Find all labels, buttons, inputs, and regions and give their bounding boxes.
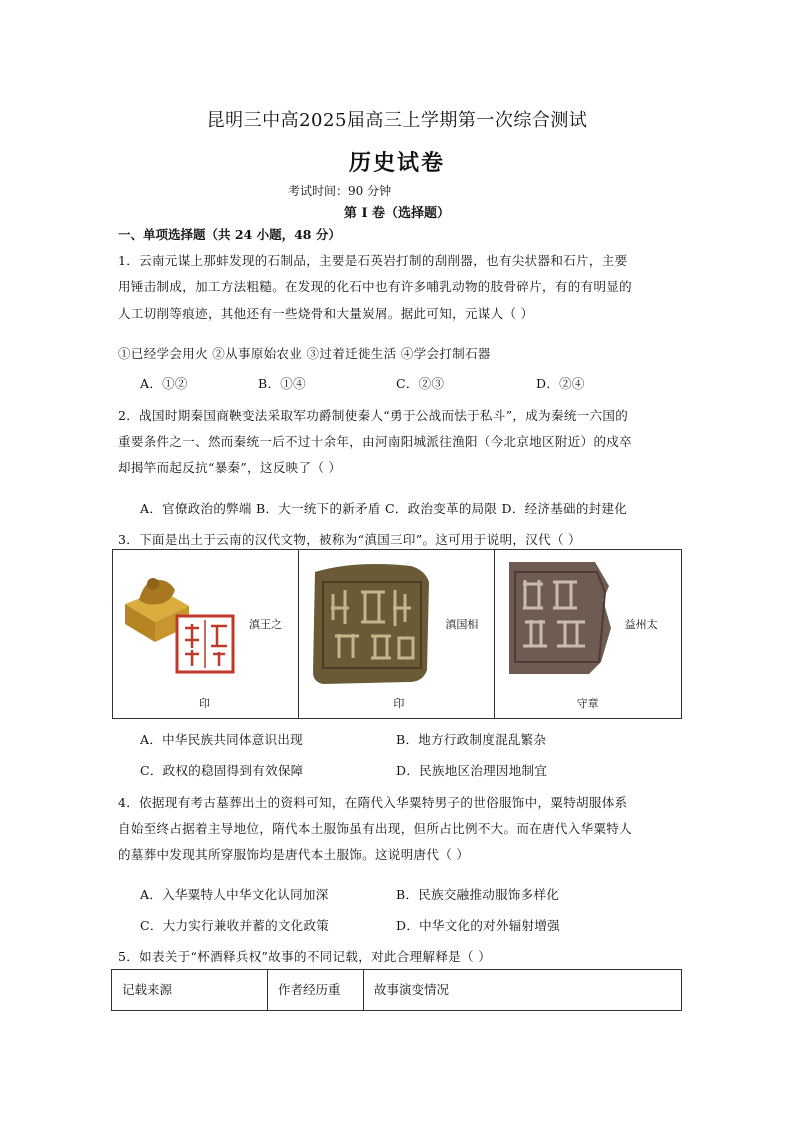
q2-stem-line: 2．战国时期秦国商鞅变法采取军功爵制使秦人“勇于公战而怯于私斗”，成为秦统一六国的 [118,408,629,423]
seal-cell-dian-guo [298,550,493,718]
q3-option-c: C．政权的稳固得到有效保障 [140,763,304,778]
seal-caption: 守章 [576,697,599,710]
seal-label: 益州太 [624,618,658,631]
q4-stem-line: 4．依据现有考古墓葬出土的资料可知，在隋代入华粟特男子的世俗服饰中，粟特胡服体系 [118,795,628,810]
red-stamp-impression-icon [177,616,233,672]
seal-figure-table [112,549,682,719]
subject-title: 历史试卷 [348,150,445,176]
q5-table-header [111,969,682,1011]
q1-option-d: D．②④ [536,376,585,391]
seal-caption: 印 [199,697,210,710]
q1-option-c: C．②③ [396,376,445,391]
clay-seal-icon [313,564,429,684]
q4-stem-line: 的墓葬中发现其所穿服饰均是唐代本土服饰。这说明唐代（ ） [118,847,470,862]
q2-stem-line: 却揭竿而起反抗“暴秦”，这反映了（ ） [118,460,342,475]
table-header-cell: 记载来源 [122,982,173,997]
q4-stem-line: 自始至终占据着主导地位，隋代本土服饰虽有出现，但所占比例不大。而在唐代入华粟特人 [118,821,633,836]
q1-option-a: A．①② [140,376,188,391]
q3-stem: 3．下面是出土于云南的汉代文物，被称为“滇国三印”。这可用于说明，汉代（ ） [118,532,582,547]
q2-options: A．官僚政治的弊端 B．大一统下的新矛盾 C．政治变革的局限 D．经济基础的封建化 [140,501,628,516]
q3-option-b: B．地方行政制度混乱繁杂 [396,732,547,747]
q1-stem-line: 人工切削等痕迹，其他还有一些烧骨和大量炭屑。据此可知，元谋人（ ） [118,306,534,321]
q4-option-c: C．大力实行兼收并蓄的文化政策 [140,918,330,933]
seal-label: 滇王之 [249,618,282,631]
seal-label: 滇国相 [445,618,479,631]
q3-option-a: A．中华民族共同体意识出现 [140,732,303,747]
section-heading: 一、单项选择题（共 24 小题，48 分） [118,227,341,242]
volume-heading: 第 I 卷（选择题） [343,206,451,221]
q1-stem-line: 用锤击制成，加工方法粗糙。在发现的化石中也有许多哺乳动物的肢骨碎片，有的有明显的 [118,279,633,294]
exam-time: 考试时间：90 分钟 [288,184,392,198]
table-header-cell: 故事演变情况 [363,970,681,1010]
q1-statements: ①已经学会用火 ②从事原始农业 ③过着迁徙生活 ④学会打制石器 [118,346,491,361]
stone-seal-icon [509,562,611,674]
q5-stem: 5．如表关于“杯酒释兵权”故事的不同记载，对此合理解释是（ ） [118,949,492,964]
seal-caption: 印 [393,697,405,710]
q4-option-b: B．民族交融推动服饰多样化 [396,887,560,902]
seal-cell-dian-wang [113,550,298,718]
q4-option-a: A．入华粟特人中华文化认同加深 [140,887,329,902]
q1-stem-line: 1．云南元谋上那蚌发现的石制品，主要是石英岩打制的刮削器，也有尖状器和石片，主要 [118,253,628,268]
q3-option-d: D．民族地区治理因地制宜 [396,763,548,778]
seal-cell-yi-zhou [494,550,681,718]
exam-title: 昆明三中高2025届高三上学期第一次综合测试 [206,110,588,131]
q2-stem-line: 重要条件之一、然而秦统一后不过十余年，由河南阳城派往渔阳（今北京地区附近）的戍卒 [118,434,633,449]
table-header-cell: 作者经历重 [267,970,363,1010]
q4-option-d: D．中华文化的对外辐射增强 [396,918,560,933]
q1-option-b: B．①④ [258,376,306,391]
